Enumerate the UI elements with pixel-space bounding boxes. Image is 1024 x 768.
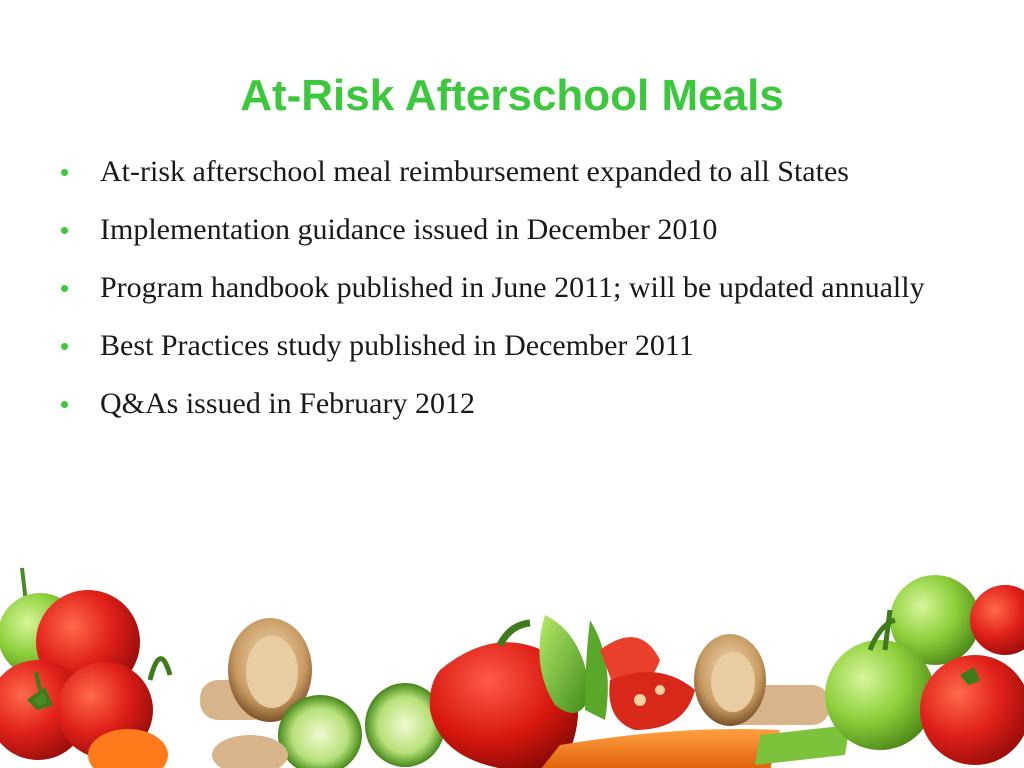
bullet-text: Program handbook published in June 2011; will be updated annually [100,271,925,304]
bullet-icon: • [60,157,70,187]
bullet-text: Q&As issued in February 2012 [100,387,475,420]
bullet-text: Implementation guidance issued in December 2010 [100,213,718,246]
bullet-list [58,152,938,442]
bullet-icon: • [60,331,70,361]
bullet-text: At-risk afterschool meal reimbursement expanded to all States [100,155,849,188]
bullet-text: Best Practices study published in December 2011 [100,329,694,362]
slide-title: At-Risk Afterschool Meals [240,71,784,120]
bullet-icon: • [60,273,70,303]
bullet-item [58,210,938,250]
bullet-item [58,268,938,308]
bullet-icon: • [60,215,70,245]
vegetables-illustration-icon [0,560,1024,768]
bullet-icon: • [60,389,70,419]
bullet-item [58,326,938,366]
bullet-item [58,152,938,192]
bullet-item [58,384,938,424]
